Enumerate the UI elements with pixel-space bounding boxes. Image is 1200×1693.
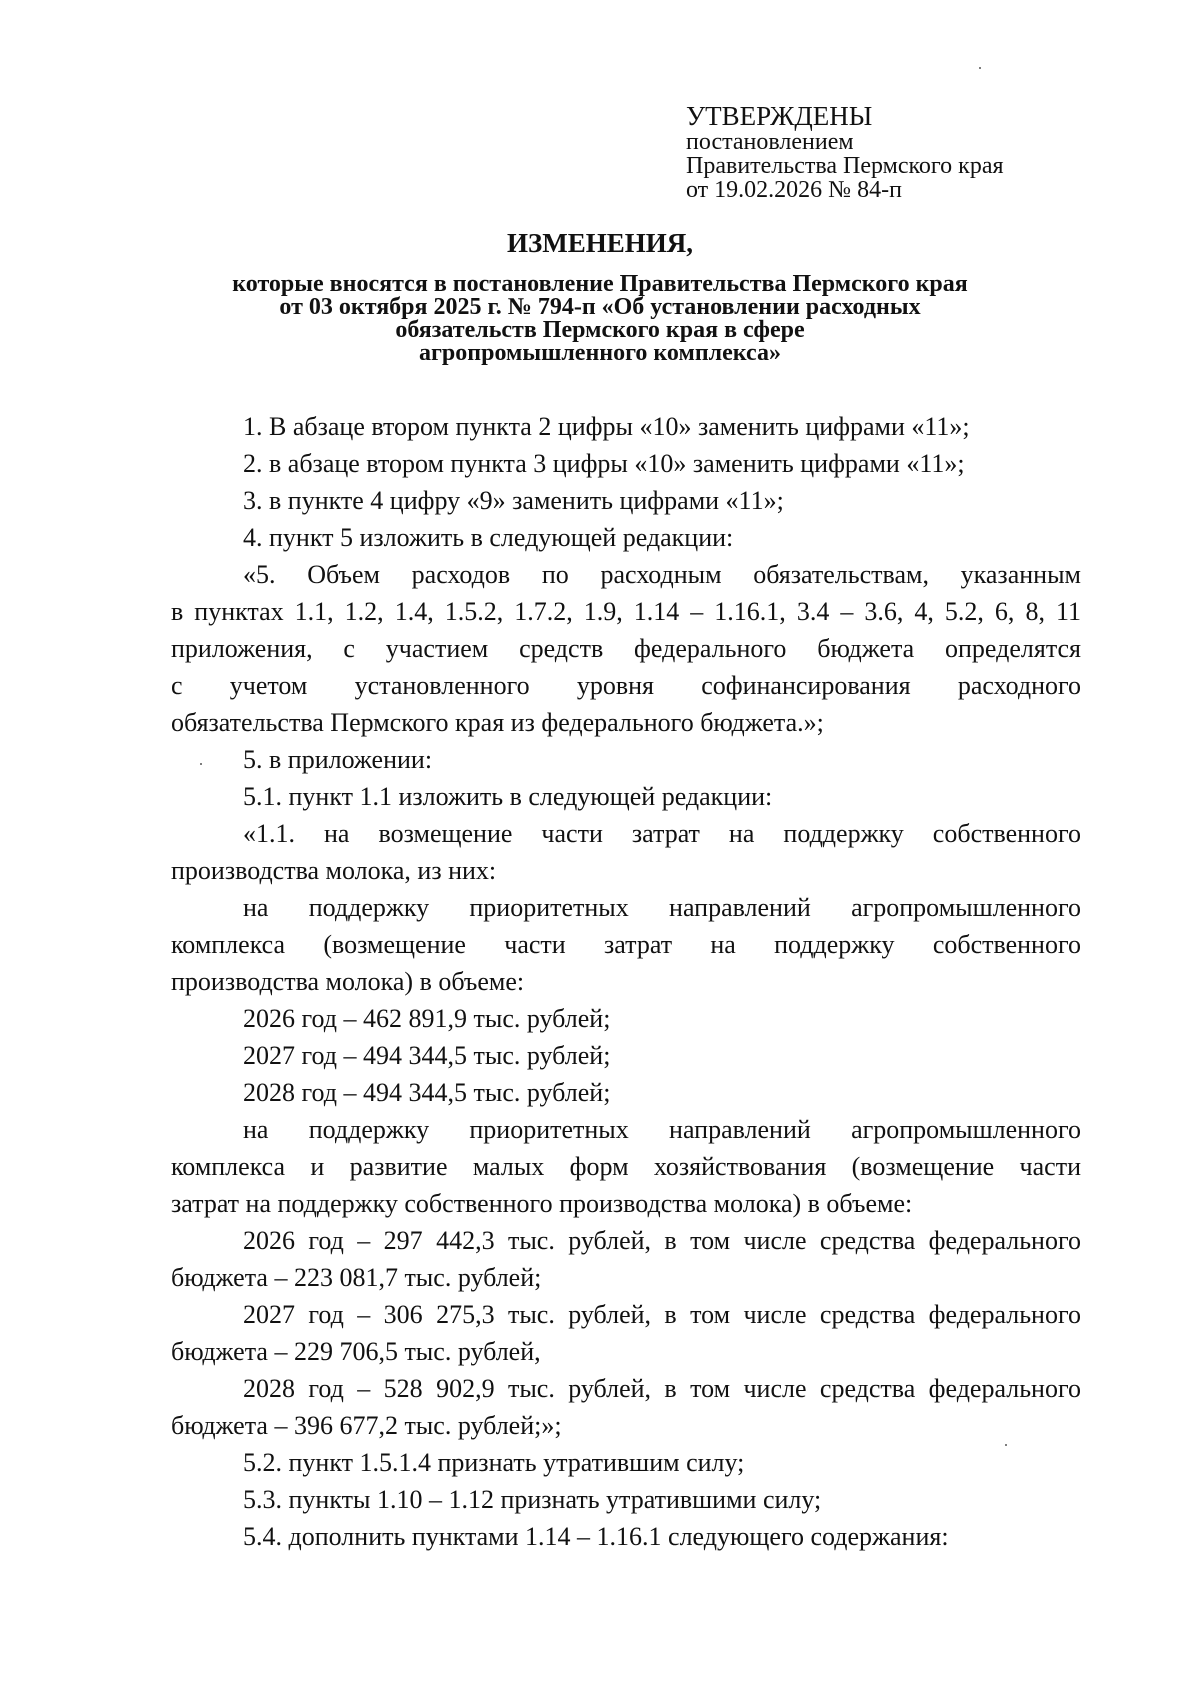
paragraph-line: 1. В абзаце втором пункта 2 цифры «10» заменить цифрами «11»; [243, 412, 970, 441]
paragraph-line: 3. в пункте 4 цифру «9» заменить цифрами «11»; [243, 486, 784, 515]
paragraph-line: 5.3. пункты 1.10 – 1.12 признать утратившими силу; [243, 1485, 822, 1514]
paragraph-line: «5. Объем расходов по расходным обязательствам, указанным [243, 560, 1081, 589]
scan-speck [1005, 1444, 1007, 1446]
paragraph-line: «1.1. на возмещение части затрат на поддержку собственного [243, 819, 1081, 848]
paragraph-line: 4. пункт 5 изложить в следующей редакции: [243, 523, 734, 552]
paragraph-line: 2027 год – 494 344,5 тыс. рублей; [243, 1041, 611, 1070]
subtitle-line: агропромышленного комплекса» [419, 340, 781, 366]
paragraph-line: приложения, с участием средств федерального бюджета определятся [171, 634, 1081, 663]
paragraph-line: 2028 год – 528 902,9 тыс. рублей, в том числе средства федерального [243, 1374, 1081, 1403]
paragraph-line: комплекса (возмещение части затрат на поддержку собственного [171, 930, 1081, 959]
scan-speck [979, 67, 981, 69]
subtitle-line: от 03 октября 2025 г. № 794-п «Об установлении расходных [279, 294, 921, 320]
document-title: ИЗМЕНЕНИЯ, [506, 228, 693, 258]
paragraph-line: 5. в приложении: [243, 745, 433, 774]
paragraph-line: производства молока, из них: [171, 856, 497, 885]
approval-line: Правительства Пермского края [686, 153, 1004, 179]
paragraph-line: 2. в абзаце втором пункта 3 цифры «10» заменить цифрами «11»; [243, 449, 965, 478]
approval-date: от 19.02.2026 № 84-п [686, 177, 902, 203]
paragraph-line: бюджета – 223 081,7 тыс. рублей; [171, 1263, 542, 1292]
paragraph-line: 2028 год – 494 344,5 тыс. рублей; [243, 1078, 611, 1107]
paragraph-line: 2027 год – 306 275,3 тыс. рублей, в том числе средства федерального [243, 1300, 1081, 1329]
paragraph-line: на поддержку приоритетных направлений агропромышленного [243, 893, 1081, 922]
document-subtitle [130, 273, 1070, 365]
paragraph-line: бюджета – 396 677,2 тыс. рублей;»; [171, 1411, 562, 1440]
paragraph-line: затрат на поддержку собственного производства молока) в объеме: [171, 1189, 913, 1218]
paragraph-line: комплекса и развитие малых форм хозяйствования (возмещение части [171, 1152, 1081, 1181]
subtitle-line: которые вносятся в постановление Правительства Пермского края [232, 271, 968, 297]
approval-block [686, 102, 1004, 202]
subtitle-line: обязательств Пермского края в сфере [395, 317, 805, 343]
paragraph-line: с учетом установленного уровня софинансирования расходного [171, 671, 1081, 700]
approval-title: УТВЕРЖДЕНЫ [686, 101, 873, 131]
paragraph-line: 5.2. пункт 1.5.1.4 признать утратившим силу; [243, 1448, 745, 1477]
paragraph-line: 5.4. дополнить пунктами 1.14 – 1.16.1 следующего содержания: [243, 1522, 949, 1551]
paragraph-line: обязательства Пермского края из федерального бюджета.»; [171, 708, 824, 737]
paragraph-line: на поддержку приоритетных направлений агропромышленного [243, 1115, 1081, 1144]
paragraph-line: 2026 год – 297 442,3 тыс. рублей, в том числе средства федерального [243, 1226, 1081, 1255]
paragraph-line: 2026 год – 462 891,9 тыс. рублей; [243, 1004, 611, 1033]
paragraph-line: 5.1. пункт 1.1 изложить в следующей редакции: [243, 782, 773, 811]
scan-speck [200, 763, 202, 765]
approval-line: постановлением [686, 129, 854, 155]
paragraph-line: производства молока) в объеме: [171, 967, 525, 996]
paragraph-line: бюджета – 229 706,5 тыс. рублей, [171, 1337, 541, 1366]
paragraph-line: в пунктах 1.1, 1.2, 1.4, 1.5.2, 1.7.2, 1.9, 1.14 – 1.16.1, 3.4 – 3.6, 4, 5.2, 6, 8, 11 [171, 597, 1081, 626]
